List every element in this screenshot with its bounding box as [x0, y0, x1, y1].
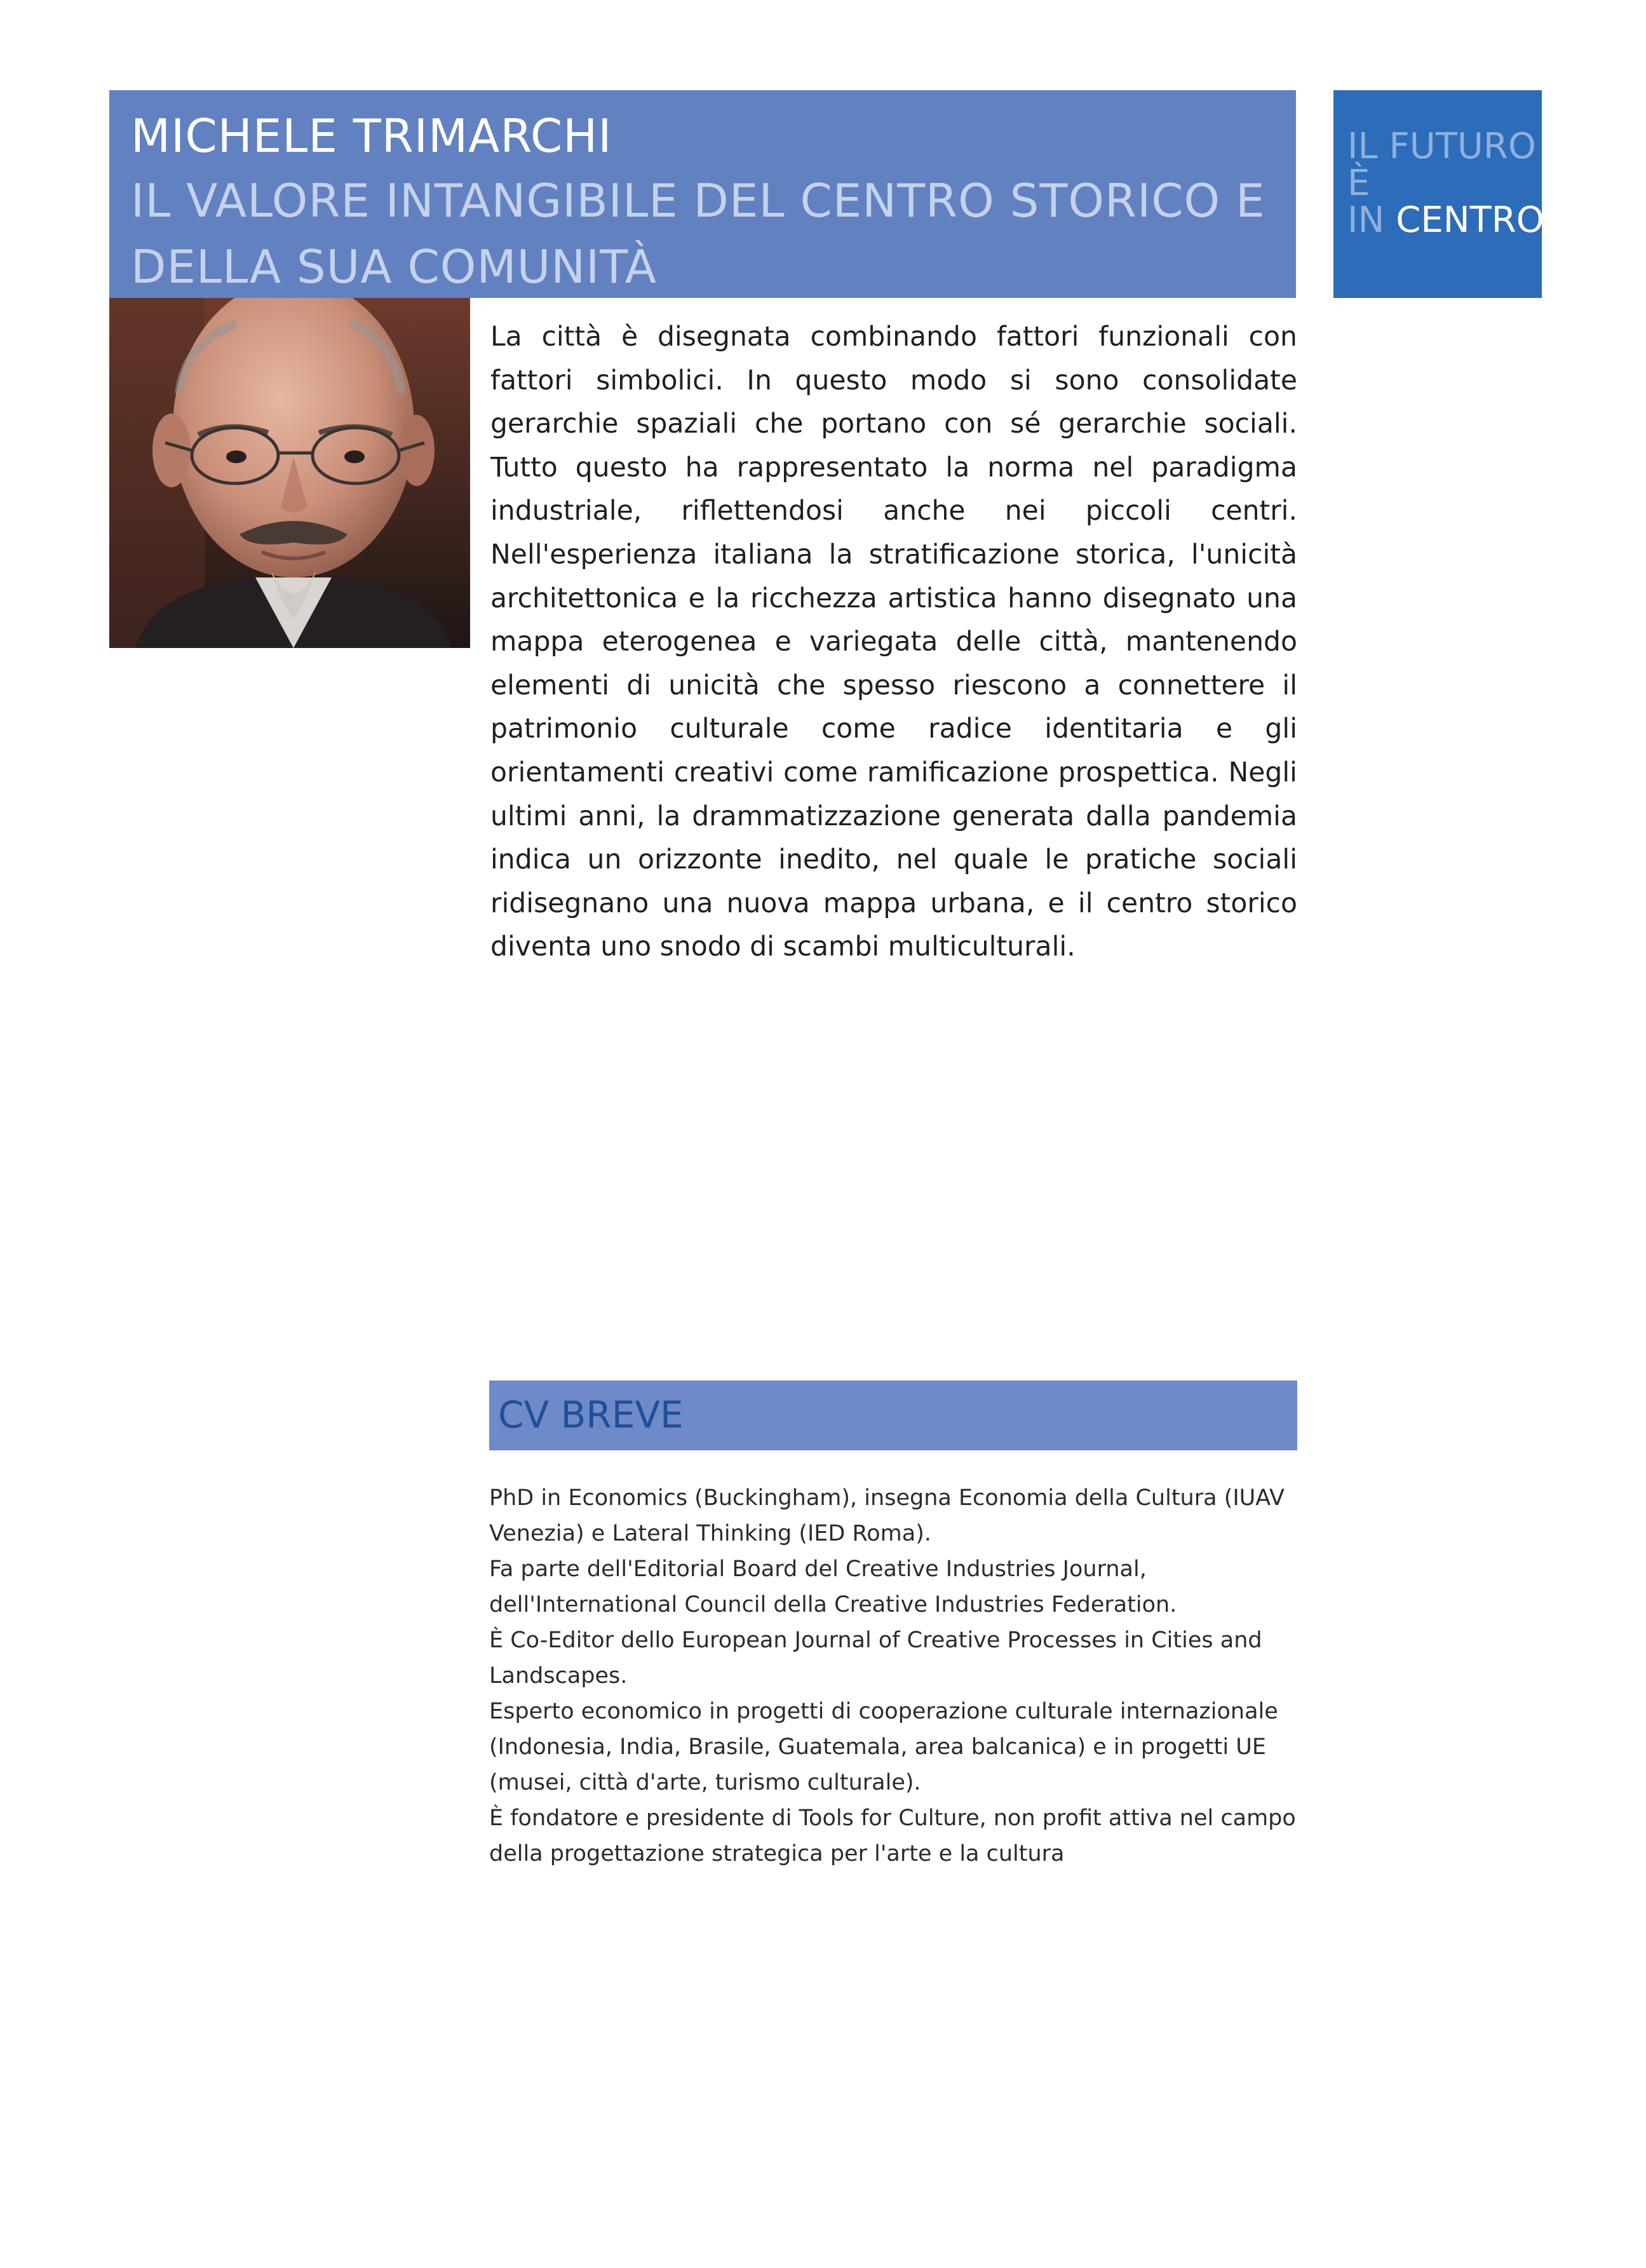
cv-section-header — [489, 1380, 1297, 1450]
cv-paragraph: PhD in Economics (Buckingham), insegna Economia della Cultura (IUAV Venezia) e Lateral Thinking (IED Roma). — [489, 1485, 1285, 1546]
brand-line-3-prefix: IN — [1347, 199, 1396, 241]
speaker-name: MICHELE TRIMARCHI — [131, 109, 612, 163]
talk-title: IL VALORE INTANGIBILE DEL CENTRO STORICO E DELLA SUA COMUNITÀ — [131, 174, 1265, 294]
intro-text — [490, 316, 1297, 969]
cv-title: CV BREVE — [498, 1393, 684, 1436]
cv-paragraph: Fa parte dell'Editorial Board del Creative Industries Journal, dell'International Council della Creative Industries Federation. — [489, 1556, 1177, 1617]
cv-paragraph: È fondatore e presidente di Tools for Culture, non profit attiva nel campo della progettazione strategica per l'arte e la cultura — [489, 1806, 1296, 1866]
event-brand-logo — [1333, 90, 1542, 298]
brand-line-3 — [1347, 199, 1544, 241]
cv-paragraph: Esperto economico in progetti di cooperazione culturale internazionale (Indonesia, India, Brasile, Guatemala, area balcanica) e in progetti UE (musei, città d'arte, turismo culturale). — [489, 1699, 1278, 1795]
speaker-portrait — [109, 298, 470, 648]
brand-line-2: È — [1347, 163, 1370, 204]
cv-body — [489, 1480, 1302, 1872]
intro-paragraph: La città è disegnata combinando fattori funzionali con fattori simbolici. In questo modo si sono consolidate gerarchie spaziali che portano con sé gerarchie sociali. Tutto questo ha rappresentato la norma nel paradigma industriale, riflettendosi anche nei piccoli centri. Nell'esperienza italiana la stratificazione storica, l'unicità architettonica e la ricchezza artistica hanno disegnato una mappa eterogenea e variegata delle città, mantenendo elementi di unicità che spesso riescono a connettere il patrimonio culturale come radice identitaria e gli orientamenti creativi come ramificazione prospettica. Negli ultimi anni, la drammatizzazione generata dalla pandemia indica un orizzonte inedito, nel quale le pratiche sociali ridisegnano una nuova mappa urbana, e il centro storico diventa uno snodo di scambi multiculturali. — [490, 321, 1297, 963]
brand-line-3-highlight: CENTRO — [1396, 199, 1544, 241]
cv-paragraph: È Co-Editor dello European Journal of Creative Processes in Cities and Landscapes. — [489, 1628, 1262, 1689]
header-band — [109, 90, 1296, 298]
brand-line-1: IL FUTURO — [1347, 126, 1536, 167]
